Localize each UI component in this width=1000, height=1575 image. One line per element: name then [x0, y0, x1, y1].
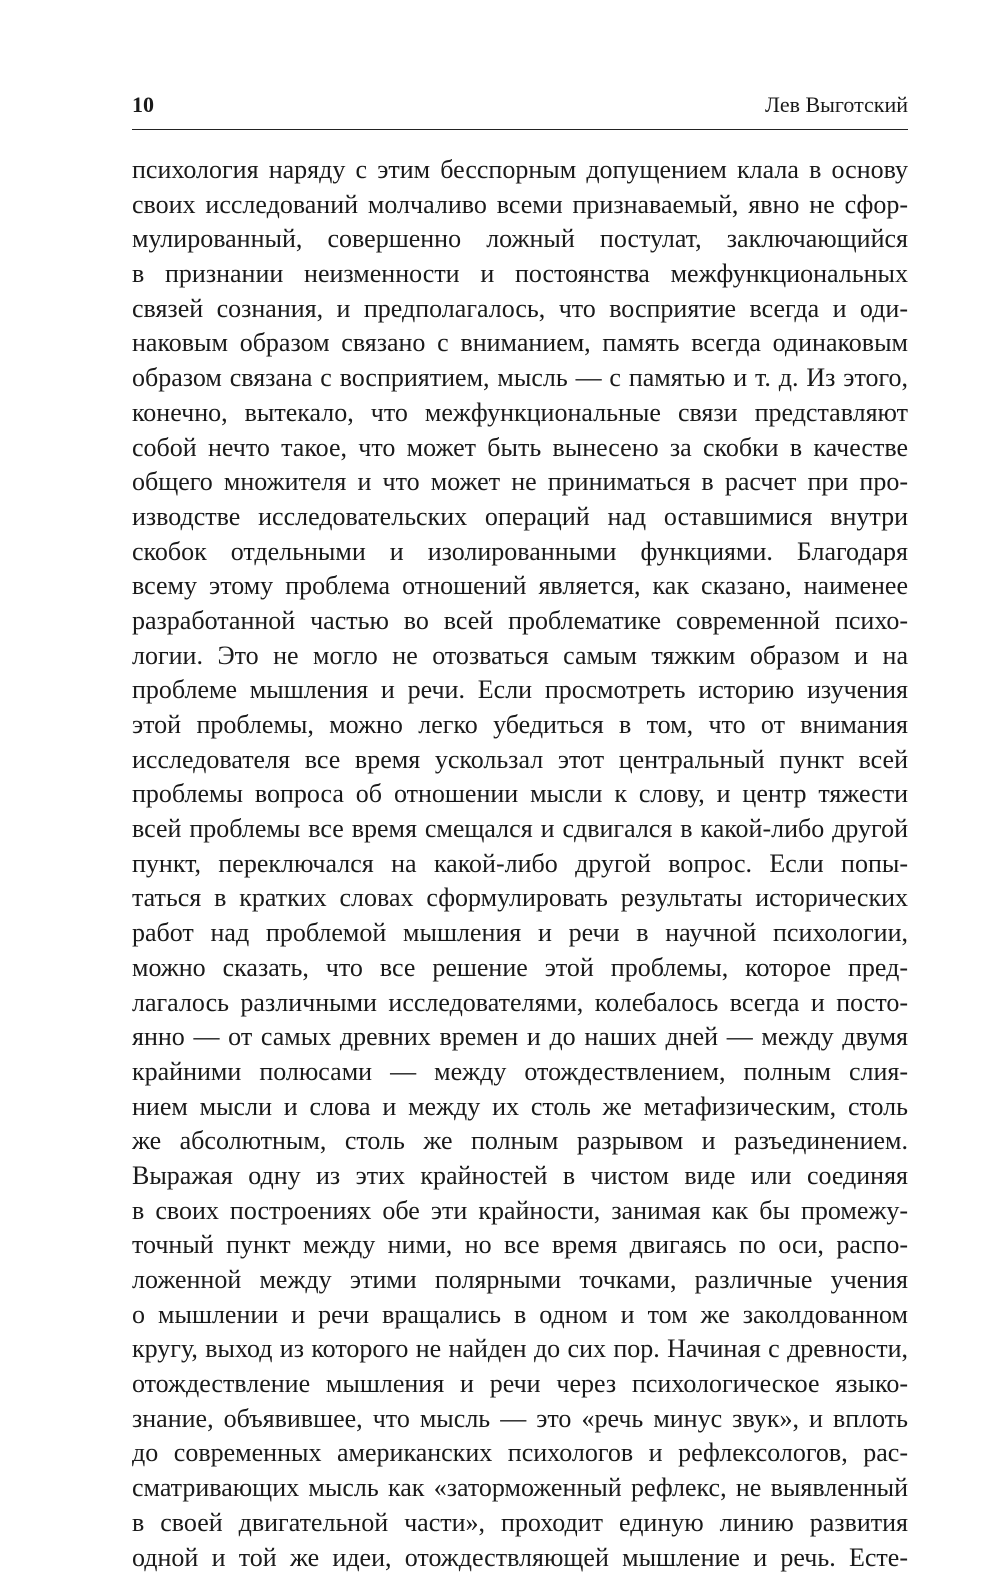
- text-line: сматривающих мысль как «заторможенный рефлекс, не выявленный: [132, 1471, 908, 1506]
- text-line: янно — от самых древних времен и до наших дней — между двумя: [132, 1020, 908, 1055]
- text-line: лагалось различными исследователями, колебалось всегда и посто-: [132, 986, 908, 1021]
- text-line: собой нечто такое, что может быть вынесено за скобки в качестве: [132, 431, 908, 466]
- text-line: точный пункт между ними, но все время двигаясь по оси, распо-: [132, 1228, 908, 1263]
- text-line: своих исследований молчаливо всеми признаваемый, явно не сфор-: [132, 188, 908, 223]
- text-line: работ над проблемой мышления и речи в научной психологии,: [132, 916, 908, 951]
- page-number: 10: [132, 92, 154, 118]
- text-line: кругу, выход из которого не найден до сих пор. Начиная с древности,: [132, 1332, 908, 1367]
- text-line: изводстве исследовательских операций над оставшимися внутри: [132, 500, 908, 535]
- text-line: связей сознания, и предполагалось, что восприятие всегда и оди-: [132, 292, 908, 327]
- text-line: всему этому проблема отношений является, как сказано, наименее: [132, 569, 908, 604]
- text-line: скобок отдельными и изолированными функциями. Благодаря: [132, 535, 908, 570]
- text-line: проблеме мышления и речи. Если просмотреть историю изучения: [132, 673, 908, 708]
- text-line: в признании неизменности и постоянства межфункциональных: [132, 257, 908, 292]
- text-line: мулированный, совершенно ложный постулат, заключающийся: [132, 222, 908, 257]
- text-line: знание, объявившее, что мысль — это «речь минус звук», и вплоть: [132, 1402, 908, 1437]
- running-head: [132, 92, 908, 122]
- text-line: отождествление мышления и речи через психологическое языко-: [132, 1367, 908, 1402]
- body-text: [132, 153, 908, 1575]
- running-head-author: Лев Выготский: [765, 92, 908, 118]
- text-line: Выражая одну из этих крайностей в чистом виде или соединяя: [132, 1159, 908, 1194]
- text-line: таться в кратких словах сформулировать результаты исторических: [132, 881, 908, 916]
- text-line: ложенной между этими полярными точками, различные учения: [132, 1263, 908, 1298]
- text-line: пункт, переключался на какой-либо другой вопрос. Если попы-: [132, 847, 908, 882]
- text-line: нием мысли и слова и между их столь же метафизическим, столь: [132, 1090, 908, 1125]
- text-line: наковым образом связано с вниманием, память всегда одинаковым: [132, 326, 908, 361]
- text-line: этой проблемы, можно легко убедиться в том, что от внимания: [132, 708, 908, 743]
- text-line: одной и той же идеи, отождествляющей мышление и речь. Есте-: [132, 1541, 908, 1575]
- text-line: общего множителя и что может не приниматься в расчет при про-: [132, 465, 908, 500]
- text-line: крайними полюсами — между отождествлением, полным слия-: [132, 1055, 908, 1090]
- text-line: всей проблемы все время смещался и сдвигался в какой-либо другой: [132, 812, 908, 847]
- text-line: логии. Это не могло не отозваться самым тяжким образом и на: [132, 639, 908, 674]
- text-line: исследователя все время ускользал этот центральный пункт всей: [132, 743, 908, 778]
- text-line: проблемы вопроса об отношении мысли к слову, и центр тяжести: [132, 777, 908, 812]
- text-line: до современных американских психологов и рефлексологов, рас-: [132, 1436, 908, 1471]
- text-line: в своей двигательной части», проходит единую линию развития: [132, 1506, 908, 1541]
- text-line: разработанной частью во всей проблематике современной психо-: [132, 604, 908, 639]
- text-line: психология наряду с этим бесспорным допущением клала в основу: [132, 153, 908, 188]
- text-line: конечно, вытекало, что межфункциональные связи представляют: [132, 396, 908, 431]
- text-line: можно сказать, что все решение этой проблемы, которое пред-: [132, 951, 908, 986]
- header-rule: [132, 129, 908, 130]
- text-line: образом связана с восприятием, мысль — с памятью и т. д. Из этого,: [132, 361, 908, 396]
- text-line: о мышлении и речи вращались в одном и том же заколдованном: [132, 1298, 908, 1333]
- text-line: в своих построениях обе эти крайности, занимая как бы промежу-: [132, 1194, 908, 1229]
- text-line: же абсолютным, столь же полным разрывом и разъединением.: [132, 1124, 908, 1159]
